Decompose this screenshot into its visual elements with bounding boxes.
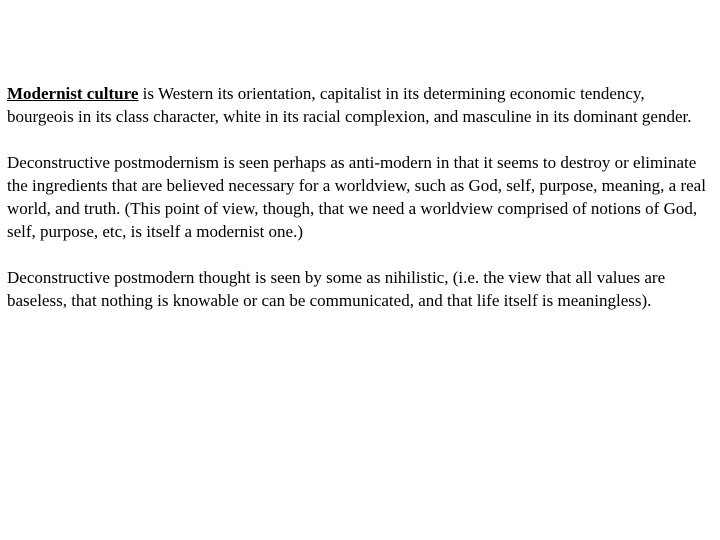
paragraph-text: is Western its orientation, capitalist in its determining economic tendency, bourgeois in its class character, white in its racial complexion, and masculine in its dominant gender. [7, 84, 692, 126]
paragraph-nihilism [7, 266, 713, 312]
paragraph-modernist-culture [7, 82, 713, 128]
paragraph-deconstructive-postmodernism [7, 151, 713, 243]
document-body [7, 82, 713, 335]
paragraph-text: Deconstructive postmodernism is seen perhaps as anti-modern in that it seems to destroy or eliminate the ingredients that are believed necessary for a worldview, such as God, self, purpose, meaning, a real world, and truth. (This point of view, though, that we need a worldview comprised of notions of God, self, purpose, etc, is itself a modernist one.) [7, 153, 706, 241]
term-modernist-culture: Modernist culture [7, 84, 139, 103]
paragraph-text: Deconstructive postmodern thought is seen by some as nihilistic, (i.e. the view that all values are baseless, that nothing is knowable or can be communicated, and that life itself is meaningless). [7, 268, 666, 310]
